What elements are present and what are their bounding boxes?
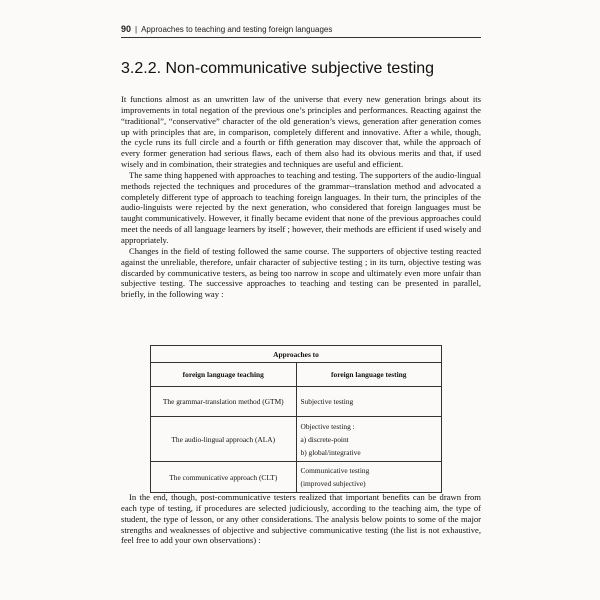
testing-line: Subjective testing xyxy=(300,397,354,406)
table-row xyxy=(151,417,442,462)
running-head xyxy=(121,22,481,36)
testing-cell xyxy=(296,417,442,462)
table-row xyxy=(151,462,442,493)
paragraph: The same thing happened with approaches to teaching and testing. The supporters of the audio-lingual methods rejected the techniques and procedures of the grammar--translation method and advocated a completely different type of approach to teaching foreign languages. In their turn, the principles of the audio-linguists were rejected by the next generation, who considered that foreign languages must be taught communicatively. However, it finally became evident that none of the previous approaches could meet the needs of all language learners by itself ; however, their methods are efficient if used wisely and appropriately. xyxy=(121,169,481,245)
column-header-teaching: foreign language teaching xyxy=(151,363,297,387)
column-header-testing: foreign language testing xyxy=(296,363,442,387)
closing-text xyxy=(121,492,481,546)
paragraph: Changes in the field of testing followed the same course. The supporters of objective testing reacted against the unreliable, therefore, unfair character of subjective testing ; in its turn, objective testing was discarded by communicative testers, as being too narrow in scope and ultimately even more unfair than subjective testing. The successive approaches to teaching and testing can be presented in parallel, briefly, in the following way : xyxy=(121,245,481,300)
table-header-row xyxy=(151,363,442,387)
header-separator: | xyxy=(135,24,138,34)
body-text xyxy=(121,94,481,300)
testing-line: b) global/integrative xyxy=(300,447,361,457)
table-title: Approaches to xyxy=(151,346,442,363)
testing-line: a) discrete-point xyxy=(300,434,349,444)
testing-line: (improved subjective) xyxy=(300,479,366,488)
running-title: Approaches to teaching and testing foreign languages xyxy=(141,24,333,34)
approaches-table xyxy=(150,345,442,493)
paragraph: It functions almost as an unwritten law of the universe that every new generation brings about its improvements in total negation of the previous one’s principles and performances. Reacting against the “traditional”, “conservative” character of the old generation’s views, generation after generation comes up with principles that are, in comparison, completely different and innovative. After a while, though, the cycle runs its full circle and a fourth or fifth generation may discover that, while the approach of every former generation had serious flaws, each of them also had its obvious merits and that, if used wisely and in combination, their strategies and techniques are useful and efficient. xyxy=(121,94,481,170)
header-rule xyxy=(121,37,481,38)
teaching-cell: The communicative approach (CLT) xyxy=(151,462,297,493)
testing-line: Communicative testing xyxy=(300,466,370,475)
testing-line: Objective testing : xyxy=(300,421,355,431)
table-row xyxy=(151,387,442,417)
page-number: 90 xyxy=(121,24,132,34)
teaching-cell: The grammar-translation method (GTM) xyxy=(151,387,297,417)
paragraph: In the end, though, post-communicative testers realized that important benefits can be drawn from each type of testing, if procedures are selected judiciously, according to the teaching aim, the type of student, the type of lesson, or any other considerations. The analysis below points to some of the major strengths and weaknesses of objective and subjective communicative testing (the list is not exhaustive, feel free to add your own observations) : xyxy=(121,492,481,546)
table-title-row xyxy=(151,346,442,363)
teaching-cell: The audio-lingual approach (ALA) xyxy=(151,417,297,462)
section-title: 3.2.2. Non-communicative subjective testing xyxy=(121,60,435,77)
testing-cell xyxy=(296,387,442,417)
testing-cell xyxy=(296,462,442,493)
